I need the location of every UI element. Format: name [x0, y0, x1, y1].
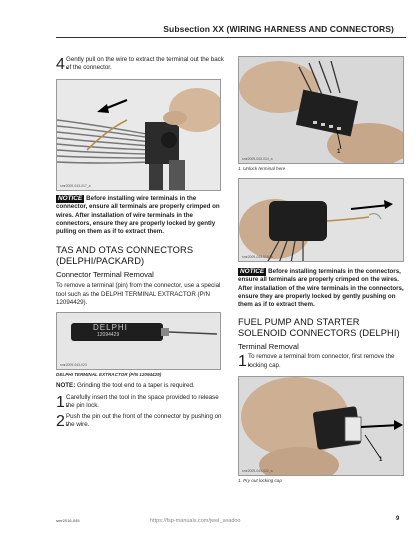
step-number: 1.: [56, 393, 70, 411]
body-paragraph: To remove a terminal (pin) from the connector, use a special tool such as the DELPHI TERMINAL EXTRACTOR (P/N 12094429).: [56, 282, 221, 307]
step-text: To remove a terminal from connector, first remove the locking cap.: [248, 353, 395, 369]
unlock-terminal-photo: [239, 57, 404, 164]
section-title-tas: TAS AND OTAS CONNECTORS (DELPHI/PACKARD): [56, 245, 194, 266]
figure-caption: 1. Unlock terminal here: [238, 166, 286, 171]
page-header: [56, 18, 406, 38]
terminal-extractor-photo: [57, 313, 221, 370]
step-1-insert-tool: [56, 394, 226, 412]
figure-caption: 1. Pry out locking cap: [238, 478, 282, 484]
section-title-fuel-pump: FUEL PUMP AND STARTER SOLENOID CONNECTORS (DELPHI): [238, 317, 400, 338]
footer-url[interactable]: https://fsp-manuals.com/jwel_seadoo: [150, 518, 241, 524]
subsection-title-connector-terminal-removal: Connector Terminal Removal: [56, 270, 154, 280]
figure-wire-extraction: [56, 79, 221, 191]
figure-connector-side: [238, 178, 404, 262]
callout-number: 1: [379, 457, 383, 464]
step-text: Gently pull on the wire to extract the terminal out the back of the connector.: [66, 56, 224, 72]
step-1-remove-cap: [238, 353, 404, 371]
notice-terminal-crimp: [56, 195, 226, 236]
left-column: [56, 56, 226, 431]
step-2-push-pin: [56, 413, 226, 431]
tool-part-number: 12094429: [97, 332, 120, 339]
notice-text: Before installing terminals in the connectors, ensure all terminals are properly crimped on the wires. After installation of the wire terminals in the connectors, ensure they are properly locked by gently pushing on them as if to extract them.: [238, 268, 404, 309]
step-text: Carefully insert the tool in the space provided to release the pin lock.: [66, 393, 219, 409]
notice-terminal-lock: [238, 268, 404, 309]
notice-badge: NOTICE: [240, 268, 265, 275]
figure-caption: DELPHI TERMINAL EXTRACTOR (P/N 12094429): [56, 372, 162, 378]
step-text: Push the pin out the front of the connector by pushing on the wire.: [66, 412, 222, 428]
header-title: Subsection XX (WIRING HARNESS AND CONNECTORS): [163, 24, 394, 34]
footer-doc-code: smr2016-045: [56, 518, 80, 523]
figure-pry-locking-cap: [238, 376, 404, 476]
connector-side-photo: [239, 179, 404, 262]
note: [56, 382, 226, 390]
figure-terminal-extractor: [56, 312, 221, 370]
step-number: 1.: [238, 353, 252, 371]
notice-text: Before installing wire terminals in the connector, ensure all terminals are properly crimped on wires. After installation of wire terminals in the connectors, ensure they are properly locked by gently pulling on them as if to extract them.: [56, 195, 220, 236]
step-number: 4.: [56, 56, 70, 73]
step-number: 2.: [56, 412, 70, 430]
figure-code: smr2009-043-015_a: [242, 255, 273, 259]
note-label: NOTE:: [56, 382, 76, 390]
subsection-title-terminal-removal: Terminal Removal: [238, 342, 299, 352]
note-text: Grinding the tool end to a taper is required.: [76, 382, 195, 390]
wire-extraction-photo: [57, 80, 221, 191]
figure-code: smr2009-043-014_a: [242, 157, 273, 161]
figure-code: smr2009-043-017_a: [60, 184, 91, 188]
page-number: 9: [396, 516, 400, 522]
figure-unlock-terminal: [238, 56, 404, 164]
right-column: [238, 56, 404, 483]
callout-number: 1: [337, 149, 341, 155]
step-4: [56, 56, 226, 74]
figure-code: smr2009-043-023: [60, 363, 87, 368]
notice-badge: NOTICE: [58, 195, 83, 202]
tool-brand-text: DELPHI: [93, 323, 128, 333]
figure-code: smr2009-043-022_a: [242, 469, 273, 474]
